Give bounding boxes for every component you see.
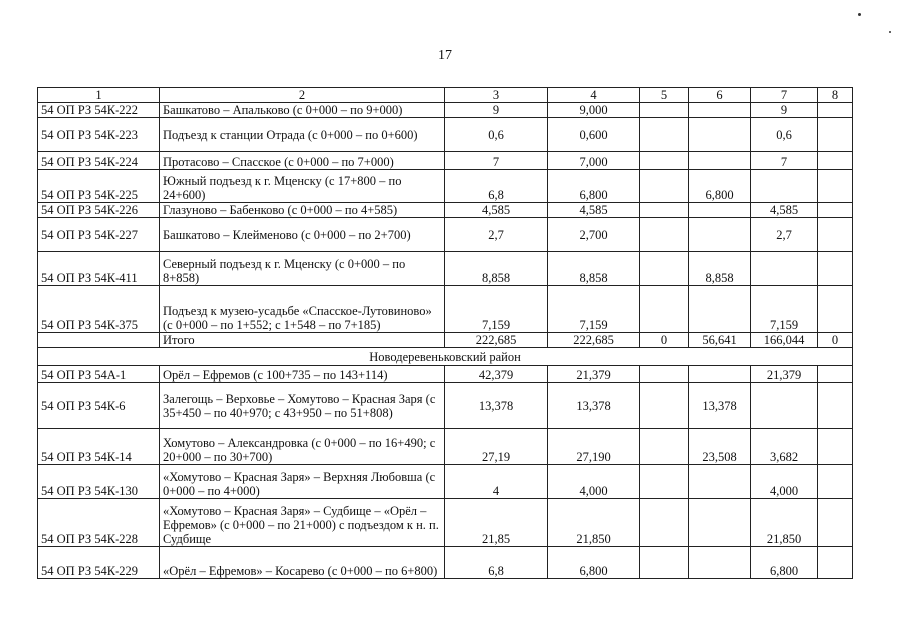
road-name: Орёл – Ефремов (с 100+735 – по 143+114) bbox=[160, 366, 445, 383]
cell-col3: 4 bbox=[445, 465, 548, 499]
region-title: Новодеревеньковский район bbox=[38, 348, 853, 366]
cell-col6 bbox=[689, 465, 751, 499]
cell-col4: 7,159 bbox=[548, 286, 640, 333]
cell-col8 bbox=[818, 203, 853, 218]
roads-table bbox=[37, 87, 853, 579]
cell-col5 bbox=[640, 170, 689, 203]
cell-col5 bbox=[640, 499, 689, 547]
road-name: Северный подъезд к г. Мценску (с 0+000 – по 8+858) bbox=[160, 252, 445, 286]
cell-col6: 23,508 bbox=[689, 429, 751, 465]
cell-col5 bbox=[640, 429, 689, 465]
table-row bbox=[38, 465, 853, 499]
cell-col7 bbox=[751, 383, 818, 429]
road-code: 54 ОП РЗ 54К-225 bbox=[38, 170, 160, 203]
cell-col8 bbox=[818, 252, 853, 286]
cell-col3: 4,585 bbox=[445, 203, 548, 218]
road-code: 54 ОП РЗ 54К-228 bbox=[38, 499, 160, 547]
cell-col6 bbox=[689, 499, 751, 547]
road-code: 54 ОП РЗ 54К-224 bbox=[38, 152, 160, 170]
road-name: «Орёл – Ефремов» – Косарево (с 0+000 – по 6+800) bbox=[160, 547, 445, 579]
cell-col8 bbox=[818, 366, 853, 383]
cell-col8 bbox=[818, 103, 853, 118]
cell-col5 bbox=[640, 203, 689, 218]
cell-col4: 21,850 bbox=[548, 499, 640, 547]
cell-col3: 21,85 bbox=[445, 499, 548, 547]
table-row bbox=[38, 547, 853, 579]
total-col7: 166,044 bbox=[751, 333, 818, 348]
cell-col7: 21,850 bbox=[751, 499, 818, 547]
cell-col8 bbox=[818, 547, 853, 579]
table-row bbox=[38, 252, 853, 286]
cell-col4: 4,585 bbox=[548, 203, 640, 218]
road-code: 54 ОП РЗ 54К-227 bbox=[38, 218, 160, 252]
cell-col4: 4,000 bbox=[548, 465, 640, 499]
cell-col4: 9,000 bbox=[548, 103, 640, 118]
road-code: 54 ОП РЗ 54К-14 bbox=[38, 429, 160, 465]
road-name: «Хомутово – Красная Заря» – Верхняя Любовша (с 0+000 – по 4+000) bbox=[160, 465, 445, 499]
table-row bbox=[38, 203, 853, 218]
header-cell: 1 bbox=[38, 88, 160, 103]
cell-col6 bbox=[689, 547, 751, 579]
cell-col5 bbox=[640, 152, 689, 170]
scan-speck bbox=[858, 13, 861, 16]
cell-col4: 27,190 bbox=[548, 429, 640, 465]
header-row bbox=[38, 88, 853, 103]
cell-col3: 8,858 bbox=[445, 252, 548, 286]
road-code: 54 ОП РЗ 54К-411 bbox=[38, 252, 160, 286]
header-cell: 2 bbox=[160, 88, 445, 103]
cell-col3: 9 bbox=[445, 103, 548, 118]
page-number: 17 bbox=[438, 48, 452, 63]
cell-col3: 0,6 bbox=[445, 118, 548, 152]
cell-col7: 4,585 bbox=[751, 203, 818, 218]
cell-col7: 7,159 bbox=[751, 286, 818, 333]
road-code: 54 ОП РЗ 54А-1 bbox=[38, 366, 160, 383]
cell-col4: 13,378 bbox=[548, 383, 640, 429]
cell-col5 bbox=[640, 366, 689, 383]
cell-col8 bbox=[818, 383, 853, 429]
cell-col3: 2,7 bbox=[445, 218, 548, 252]
cell-col8 bbox=[818, 286, 853, 333]
header-cell: 4 bbox=[548, 88, 640, 103]
table-row bbox=[38, 286, 853, 333]
cell-col3: 27,19 bbox=[445, 429, 548, 465]
cell-col7: 7 bbox=[751, 152, 818, 170]
header-cell: 8 bbox=[818, 88, 853, 103]
table-row bbox=[38, 170, 853, 203]
cell-col6 bbox=[689, 203, 751, 218]
region-row bbox=[38, 348, 853, 366]
road-name: Башкатово – Апальково (с 0+000 – по 9+000) bbox=[160, 103, 445, 118]
table-row bbox=[38, 383, 853, 429]
table-row bbox=[38, 118, 853, 152]
road-name: Подъезд к станции Отрада (с 0+000 – по 0+600) bbox=[160, 118, 445, 152]
table-row bbox=[38, 103, 853, 118]
cell-col6 bbox=[689, 103, 751, 118]
cell-col3: 42,379 bbox=[445, 366, 548, 383]
cell-col6 bbox=[689, 152, 751, 170]
header-cell: 3 bbox=[445, 88, 548, 103]
cell-col7: 3,682 bbox=[751, 429, 818, 465]
cell-col7: 21,379 bbox=[751, 366, 818, 383]
cell-col7: 2,7 bbox=[751, 218, 818, 252]
cell-col5 bbox=[640, 118, 689, 152]
road-code: 54 ОП РЗ 54К-6 bbox=[38, 383, 160, 429]
cell-col5 bbox=[640, 383, 689, 429]
road-name: Протасово – Спасское (с 0+000 – по 7+000) bbox=[160, 152, 445, 170]
road-code: 54 ОП РЗ 54К-222 bbox=[38, 103, 160, 118]
cell-col3: 13,378 bbox=[445, 383, 548, 429]
total-code bbox=[38, 333, 160, 348]
road-code: 54 ОП РЗ 54К-130 bbox=[38, 465, 160, 499]
cell-col6 bbox=[689, 218, 751, 252]
cell-col3: 6,8 bbox=[445, 547, 548, 579]
cell-col4: 0,600 bbox=[548, 118, 640, 152]
table-row bbox=[38, 218, 853, 252]
total-label: Итого bbox=[160, 333, 445, 348]
cell-col6 bbox=[689, 366, 751, 383]
road-name: Глазуново – Бабенково (с 0+000 – по 4+585) bbox=[160, 203, 445, 218]
cell-col8 bbox=[818, 465, 853, 499]
cell-col8 bbox=[818, 499, 853, 547]
road-code: 54 ОП РЗ 54К-229 bbox=[38, 547, 160, 579]
cell-col5 bbox=[640, 218, 689, 252]
cell-col3: 6,8 bbox=[445, 170, 548, 203]
table-row bbox=[38, 499, 853, 547]
cell-col6 bbox=[689, 286, 751, 333]
cell-col5 bbox=[640, 465, 689, 499]
header-cell: 7 bbox=[751, 88, 818, 103]
cell-col4: 8,858 bbox=[548, 252, 640, 286]
table-row bbox=[38, 429, 853, 465]
cell-col7: 4,000 bbox=[751, 465, 818, 499]
table-row bbox=[38, 366, 853, 383]
road-name: «Хомутово – Красная Заря» – Судбище – «Орёл – Ефремов» (с 0+000 – по 21+000) с подъездом к н. п. Судбище bbox=[160, 499, 445, 547]
total-col5: 0 bbox=[640, 333, 689, 348]
header-cell: 5 bbox=[640, 88, 689, 103]
cell-col7: 6,800 bbox=[751, 547, 818, 579]
cell-col8 bbox=[818, 170, 853, 203]
scan-speck bbox=[889, 31, 891, 33]
cell-col7 bbox=[751, 252, 818, 286]
road-name: Подъезд к музею-усадьбе «Спасское-Лутовиново» (с 0+000 – по 1+552; с 1+548 – по 7+185) bbox=[160, 286, 445, 333]
cell-col8 bbox=[818, 118, 853, 152]
cell-col6: 13,378 bbox=[689, 383, 751, 429]
cell-col6: 8,858 bbox=[689, 252, 751, 286]
road-name: Хомутово – Александровка (с 0+000 – по 16+490; с 20+000 – по 30+700) bbox=[160, 429, 445, 465]
cell-col8 bbox=[818, 429, 853, 465]
total-col6: 56,641 bbox=[689, 333, 751, 348]
cell-col8 bbox=[818, 152, 853, 170]
road-code: 54 ОП РЗ 54К-226 bbox=[38, 203, 160, 218]
cell-col3: 7 bbox=[445, 152, 548, 170]
road-name: Башкатово – Клейменово (с 0+000 – по 2+700) bbox=[160, 218, 445, 252]
cell-col6: 6,800 bbox=[689, 170, 751, 203]
header-cell: 6 bbox=[689, 88, 751, 103]
total-col3: 222,685 bbox=[445, 333, 548, 348]
cell-col7: 0,6 bbox=[751, 118, 818, 152]
cell-col4: 7,000 bbox=[548, 152, 640, 170]
road-name: Залегощь – Верховье – Хомутово – Красная Заря (с 35+450 – по 40+970; с 43+950 – по 51+808) bbox=[160, 383, 445, 429]
total-col8: 0 bbox=[818, 333, 853, 348]
road-code: 54 ОП РЗ 54К-223 bbox=[38, 118, 160, 152]
cell-col4: 6,800 bbox=[548, 170, 640, 203]
road-name: Южный подъезд к г. Мценску (с 17+800 – по 24+600) bbox=[160, 170, 445, 203]
cell-col5 bbox=[640, 103, 689, 118]
table-row bbox=[38, 152, 853, 170]
total-row bbox=[38, 333, 853, 348]
cell-col5 bbox=[640, 286, 689, 333]
cell-col4: 6,800 bbox=[548, 547, 640, 579]
cell-col4: 2,700 bbox=[548, 218, 640, 252]
cell-col7: 9 bbox=[751, 103, 818, 118]
cell-col5 bbox=[640, 252, 689, 286]
road-code: 54 ОП РЗ 54К-375 bbox=[38, 286, 160, 333]
cell-col7 bbox=[751, 170, 818, 203]
cell-col4: 21,379 bbox=[548, 366, 640, 383]
cell-col5 bbox=[640, 547, 689, 579]
cell-col6 bbox=[689, 118, 751, 152]
total-col4: 222,685 bbox=[548, 333, 640, 348]
cell-col8 bbox=[818, 218, 853, 252]
cell-col3: 7,159 bbox=[445, 286, 548, 333]
